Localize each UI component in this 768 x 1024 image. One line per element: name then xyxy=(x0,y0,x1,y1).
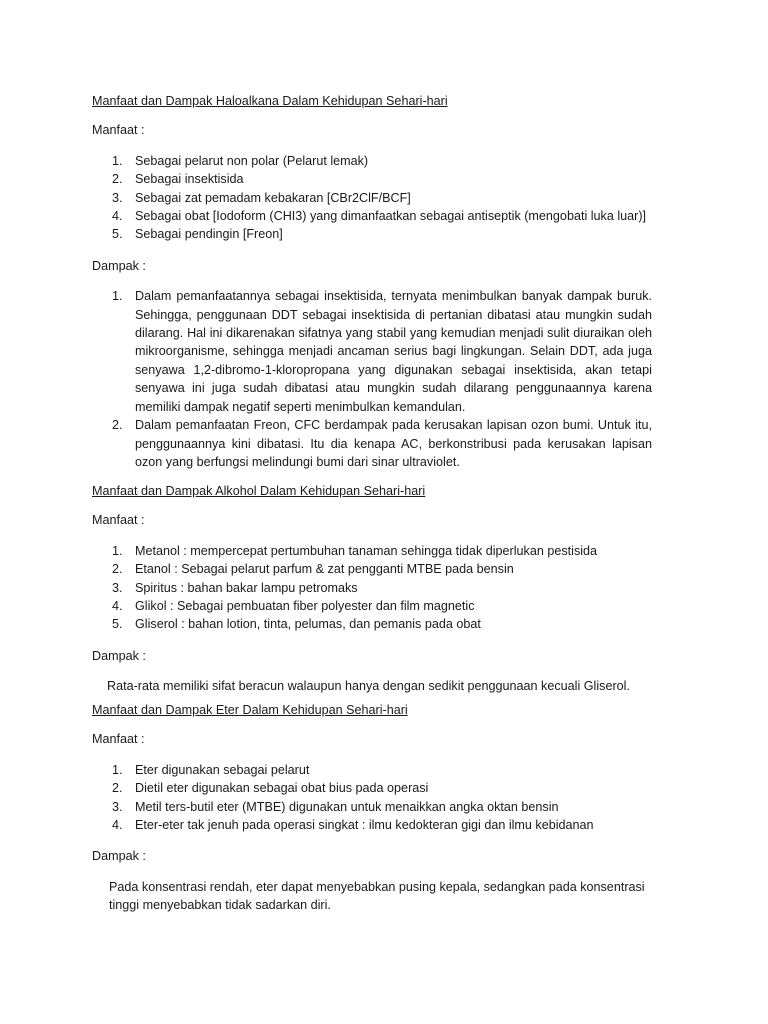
list-item: 2. Sebagai insektisida xyxy=(112,172,244,187)
list-item: 5. Gliserol : bahan lotion, tinta, pelumas, dan pemanis pada obat xyxy=(112,617,481,632)
list-item: 2. Dietil eter digunakan sebagai obat bius pada operasi xyxy=(112,781,429,796)
list-item: 3. Sebagai zat pemadam kebakaran [CBr2ClF/BCF] xyxy=(112,190,411,205)
list-item: 3. Metil ters-butil eter (MTBE) digunakan untuk menaikkan angka oktan bensin xyxy=(112,799,559,814)
section-alkohol xyxy=(92,482,652,696)
manfaat-label: Manfaat : xyxy=(92,513,145,528)
list-item: 4. Sebagai obat [Iodoform (CHI3) yang dimanfaatkan sebagai antiseptik (mengobati luka luar)] xyxy=(112,209,647,224)
dampak-paragraph: Pada konsentrasi rendah, eter dapat menyebabkan pusing kepala, sedangkan pada konsentrasi tinggi menyebabkan tidak sadarkan diri. xyxy=(109,879,645,913)
manfaat-label: Manfaat : xyxy=(92,123,145,138)
manfaat-list xyxy=(92,761,652,835)
dampak-label: Dampak : xyxy=(92,849,146,864)
section-title: Manfaat dan Dampak Eter Dalam Kehidupan Sehari-hari xyxy=(92,703,408,717)
list-item: 3. Spiritus : bahan bakar lampu petromaks xyxy=(112,580,358,595)
dampak-paragraph: Rata-rata memiliki sifat beracun walaupun hanya dengan sedikit penggunaan kecuali Gliserol. xyxy=(107,679,630,694)
list-item: 1. Sebagai pelarut non polar (Pelarut lemak) xyxy=(112,153,369,168)
dampak-label: Dampak : xyxy=(92,648,146,663)
section-title: Manfaat dan Dampak Haloalkana Dalam Kehidupan Sehari-hari xyxy=(92,94,448,108)
list-item: 4. Eter-eter tak jenuh pada operasi singkat : ilmu kedokteran gigi dan ilmu kebidanan xyxy=(112,818,594,833)
list-item: 5. Sebagai pendingin [Freon] xyxy=(112,227,283,242)
section-eter xyxy=(92,701,652,915)
list-item: 1. Dalam pemanfaatannya sebagai insektisida, ternyata menimbulkan banyak dampak buruk. Sehingga, penggunaan DDT sebagai insektisida di pertanian dibatasi atau mungkin sudah dilarang. Hal ini dikarenakan sifatnya yang stabil yang kemudian menjadi sulit diuraikan oleh mikroorganisme, sehingga menjadi ancaman serius bagi lingkungan. Selain DDT, ada juga senyawa 1,2-dibromo-1-kloropropana yang digunakan sebagai insektisida, akan tetapi senyawa ini juga sudah dibatasi atau mungkin sudah dilarang penggunaannya karena memiliki dampak negatif seperti menimbulkan kemandulan. xyxy=(112,289,652,414)
list-item: 2. Dalam pemanfaatan Freon, CFC berdampak pada kerusakan lapisan ozon bumi. Untuk itu, penggunaannya kini dibatasi. Itu dia kenapa AC, berkonstribusi pada kerusakan lapisan ozon yang berfungsi melindungi bumi dari sinar ultraviolet. xyxy=(112,418,652,469)
list-item: 2. Etanol : Sebagai pelarut parfum & zat pengganti MTBE pada bensin xyxy=(112,562,514,577)
dampak-label: Dampak : xyxy=(92,258,146,273)
list-item: 1. Metanol : mempercepat pertumbuhan tanaman sehingga tidak diperlukan pestisida xyxy=(112,543,598,558)
section-title: Manfaat dan Dampak Alkohol Dalam Kehidupan Sehari-hari xyxy=(92,484,426,498)
section-haloalkana xyxy=(92,92,652,471)
list-item: 4. Glikol : Sebagai pembuatan fiber polyester dan film magnetic xyxy=(112,599,475,614)
list-item: 1. Eter digunakan sebagai pelarut xyxy=(112,762,310,777)
manfaat-list xyxy=(92,542,652,634)
manfaat-list xyxy=(92,152,652,244)
manfaat-label: Manfaat : xyxy=(92,732,145,747)
dampak-list xyxy=(92,287,652,471)
